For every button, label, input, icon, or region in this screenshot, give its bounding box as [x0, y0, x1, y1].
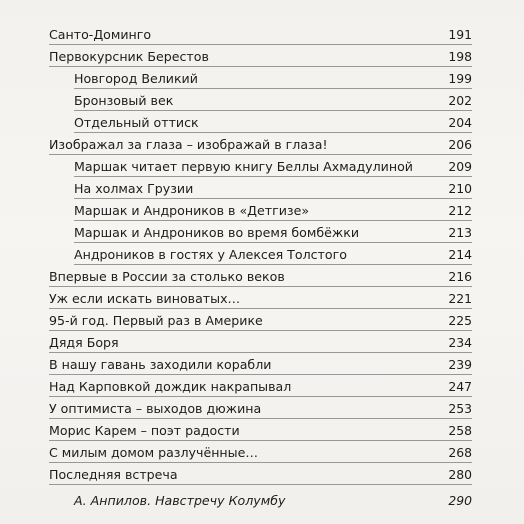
toc-subentry [74, 177, 472, 199]
toc-subentry [74, 67, 472, 89]
toc-entry-title: С милым домом разлучённые… [49, 445, 258, 460]
toc-afterword-entry [74, 489, 472, 510]
toc-entry-page: 258 [448, 423, 472, 438]
toc-entry-page: 234 [448, 335, 472, 350]
toc-entry [49, 375, 472, 397]
toc-entry-title: Отдельный оттиск [74, 115, 199, 130]
toc-entry-page: 214 [448, 247, 472, 262]
toc-entry-page: 253 [448, 401, 472, 416]
toc-entry-title: У оптимиста – выходов дюжина [49, 401, 262, 416]
toc-entry-page: 247 [448, 379, 472, 394]
toc-subentry [74, 199, 472, 221]
toc-entry [49, 353, 472, 375]
toc-entry [49, 331, 472, 353]
toc-entry-page: 221 [448, 291, 472, 306]
toc-entry-title: 95-й год. Первый раз в Америке [49, 313, 263, 328]
toc-entry-title: Морис Карем – поэт радости [49, 423, 240, 438]
toc-entry-title: Новгород Великий [74, 71, 198, 86]
toc-entry-title: Дядя Боря [49, 335, 119, 350]
toc-entry-title: Последняя встреча [49, 467, 178, 482]
toc-subentry [74, 155, 472, 177]
toc-entry-title: Маршак и Андроников в «Детгизе» [74, 203, 310, 218]
toc-entry-page: 191 [448, 27, 472, 42]
toc-entry-title: Впервые в России за столько веков [49, 269, 285, 284]
toc-entry-page: 202 [448, 93, 472, 108]
toc-entry-title: Андроников в гостях у Алексея Толстого [74, 247, 347, 262]
toc-entry-page: 204 [448, 115, 472, 130]
toc-entry-title: Бронзовый век [74, 93, 174, 108]
toc-subentry [74, 221, 472, 243]
toc-entry-title: Маршак и Андроников во время бомбёжки [74, 225, 360, 240]
toc-entry [49, 23, 472, 45]
toc-entry-page: 209 [448, 159, 472, 174]
toc-entry-page: 239 [448, 357, 472, 372]
toc-entry-title: Санто-Доминго [49, 27, 152, 42]
toc-entry-title: В нашу гавань заходили корабли [49, 357, 272, 372]
toc-entry-page: 213 [448, 225, 472, 240]
toc-entry [49, 441, 472, 463]
toc-subentry [74, 111, 472, 133]
toc-entry-title: Над Карповкой дождик накрапывал [49, 379, 292, 394]
toc-entry-page: 268 [448, 445, 472, 460]
toc-entry-page: 199 [448, 71, 472, 86]
toc-entry-title: Маршак читает первую книгу Беллы Ахмадулиной [74, 159, 413, 174]
toc-entry-title: А. Анпилов. Навстречу Колумбу [74, 493, 286, 508]
toc-entry-page: 198 [448, 49, 472, 64]
toc-entry [49, 463, 472, 485]
toc-entry-title: На холмах Грузии [74, 181, 194, 196]
toc-entry [49, 419, 472, 441]
toc-entry [49, 133, 472, 155]
toc-entry-title: Уж если искать виноватых… [49, 291, 241, 306]
toc-entry-page: 206 [448, 137, 472, 152]
toc-entry [49, 397, 472, 419]
toc-subentry [74, 243, 472, 265]
toc-entry-page: 216 [448, 269, 472, 284]
toc-entry-page: 290 [448, 493, 472, 508]
toc-entry-page: 210 [448, 181, 472, 196]
toc-entry [49, 309, 472, 331]
toc-entry-title: Изображал за глаза – изображай в глаза! [49, 137, 328, 152]
toc-entry-page: 225 [448, 313, 472, 328]
toc-entry [49, 265, 472, 287]
toc-entry [49, 45, 472, 67]
toc-entry-page: 212 [448, 203, 472, 218]
toc-entry [49, 287, 472, 309]
toc-entry-title: Первокурсник Берестов [49, 49, 209, 64]
table-of-contents [49, 23, 472, 510]
toc-entry-page: 280 [448, 467, 472, 482]
toc-subentry [74, 89, 472, 111]
